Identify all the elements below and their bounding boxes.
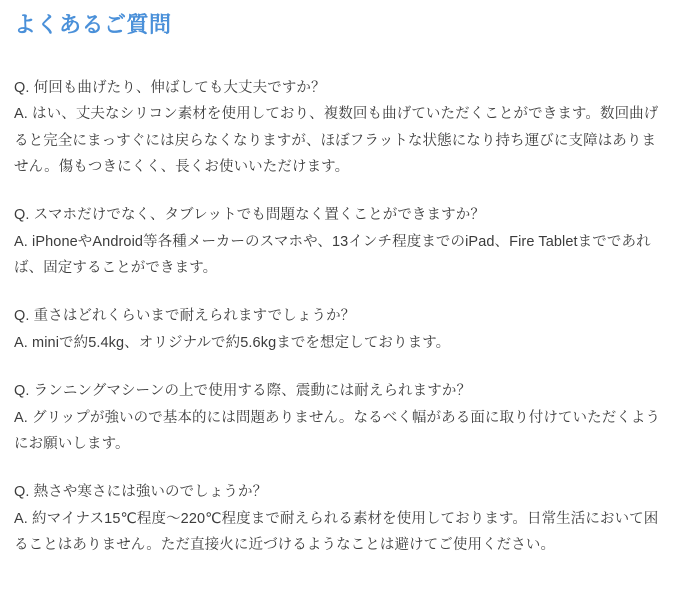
faq-question: Q. スマホだけでなく、タブレットでも問題なく置くことができますか？ [14, 207, 485, 224]
faq-answer: A. グリップが強いので基本的には問題ありません。なるべく幅がある面に取り付けていただくようにお願いします。 [14, 409, 661, 452]
faq-item [14, 75, 661, 181]
faq-question: Q. 重さはどれくらいまで耐えられますでしょうか？ [14, 308, 356, 325]
page-title: よくあるご質問 [14, 12, 172, 37]
faq-answer: A. iPhoneやAndroid等各種メーカーのスマホや、13インチ程度までのiPad、Fire Tabletまでであれば、固定することができます。 [14, 233, 651, 277]
faq-answer: A. 約マイナス15℃程度〜220℃程度まで耐えられる素材を使用しております。日常生活において困ることはありません。ただ直接火に近づけるようなことは避けてご使用ください。 [14, 510, 659, 554]
faq-item [14, 303, 661, 356]
faq-list [14, 75, 661, 559]
faq-item [14, 378, 661, 457]
faq-question: Q. 熱さや寒さには強いのでしょうか？ [14, 484, 268, 501]
faq-question: Q. ランニングマシーンの上で使用する際、震動には耐えられますか？ [14, 383, 472, 400]
faq-answer: A. miniで約5.4kg、オリジナルで約5.6kgまでを想定しております。 [14, 334, 451, 351]
faq-item [14, 202, 661, 281]
faq-item [14, 479, 661, 558]
faq-answer: A. はい、丈夫なシリコン素材を使用しており、複数回も曲げていただくことができます。数回曲げると完全にまっすぐには戻らなくなりますが、ほぼフラットな状態になり持ち運びに支障はありません。傷もつきにくく、長くお使いいただけます。 [14, 106, 659, 175]
faq-question: Q. 何回も曲げたり、伸ばしても大丈夫ですか？ [14, 79, 326, 96]
